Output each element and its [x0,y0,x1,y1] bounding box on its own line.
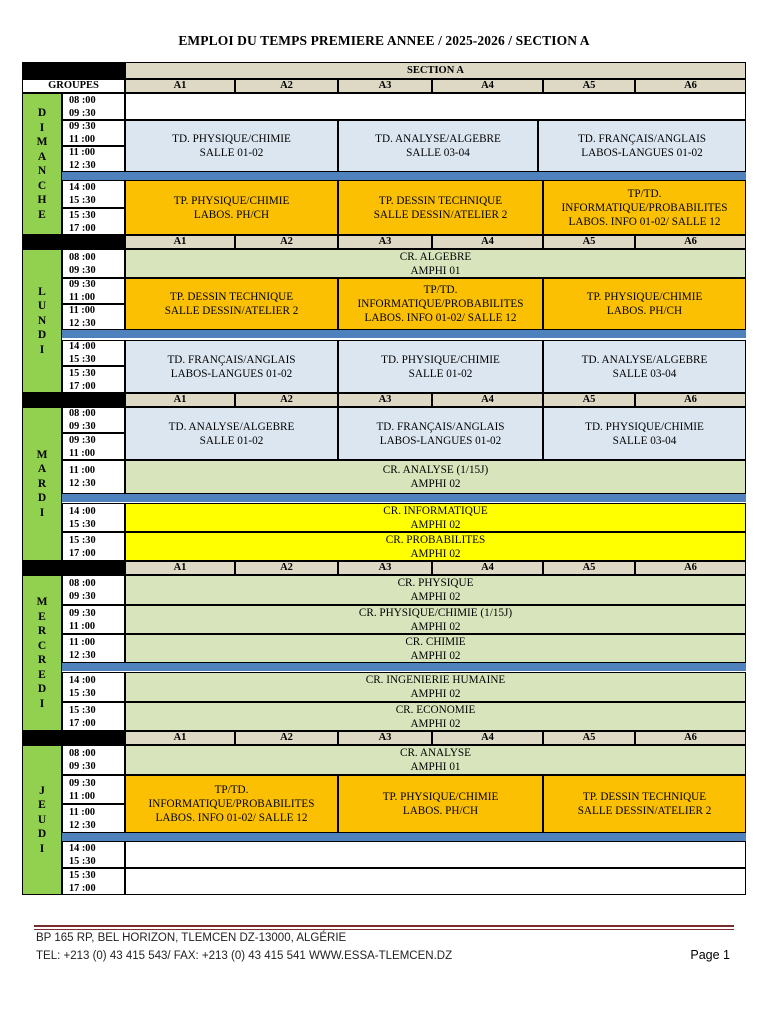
cell-line: LABOS. INFO 01-02/ SALLE 12 [155,812,308,824]
course-cell [543,340,746,393]
time-label: 08 :00 [69,251,96,263]
cell-line: TD. ANALYSE/ALGEBRE [375,133,501,145]
footer-contact: TEL: +213 (0) 43 415 543/ FAX: +213 (0) 43 415 541 WWW.ESSA-TLEMCEN.DZ [36,950,453,962]
time-label: 09 :30 [69,777,96,789]
time-label: 15 :30 [69,855,96,867]
course-cell [125,278,338,330]
time-label: 09 :30 [69,607,96,619]
group-header: A2 [235,235,338,249]
day-letter: D [37,329,47,342]
time-label: 15 :30 [69,704,96,716]
group-header: A6 [635,393,746,407]
day-letter: N [37,165,47,177]
time-label: 15 :30 [69,367,96,379]
time-slot [62,775,125,804]
cell-line: TP. DESSIN TECHNIQUE [582,791,707,803]
time-slot [62,146,125,172]
course-cell [125,180,338,235]
time-label: 15 :30 [69,195,96,206]
day-letter: N [37,314,47,327]
time-label: 12 :30 [69,819,96,831]
cell-line: INFORMATIQUE/PROBABILITES [561,201,728,214]
day-label [22,745,62,895]
day-letter: J [39,784,45,797]
groupes-header: GROUPES [22,79,125,93]
time-label: 11 :00 [69,147,96,158]
time-label: 14 :00 [69,842,96,854]
lunch-separator [62,663,746,671]
time-label: 08 :00 [69,94,96,106]
group-header: A6 [635,235,746,249]
day-letter: R [37,654,47,666]
course-cell [125,503,746,532]
time-label: 11 :00 [69,292,96,303]
course-cell [125,340,338,393]
day-letter: E [38,610,46,623]
course-cell [125,634,746,663]
time-label: 09 :30 [69,121,96,132]
time-slot [62,304,125,330]
day-letter: A [37,463,47,476]
time-label: 12 :30 [69,318,96,329]
group-header: A3 [338,393,432,407]
cell-line: TD. FRANÇAIS/ANGLAIS [376,420,505,433]
cell-line: LABOS-LANGUES 01-02 [379,434,502,447]
day-letter: M [36,136,48,148]
day-letter: I [39,697,45,710]
group-header: A6 [635,79,746,93]
day-letter: M [36,448,48,461]
time-label: 11 :00 [69,305,96,316]
day-letter: H [37,194,47,206]
course-cell [543,407,746,460]
cell-line: TD. ANALYSE/ALGEBRE [581,353,708,366]
day-letter: M [36,596,48,608]
time-slot [62,407,125,433]
time-label: 08 :00 [69,748,96,759]
time-slot [62,366,125,393]
day-label [22,249,62,393]
day-letter: E [38,208,46,221]
footer-divider [34,925,734,927]
time-label: 11 :00 [69,465,96,476]
time-label: 09 :30 [69,761,96,772]
time-label: 12 :30 [69,160,96,171]
cell-line: LABOS. PH/CH [193,208,270,221]
time-slot [62,460,125,494]
lunch-separator [62,494,746,502]
cell-line: INFORMATIQUE/PROBABILITES [357,298,524,310]
cell-line: SALLE DESSIN/ATELIER 2 [373,208,508,221]
course-cell [543,278,746,330]
time-label: 14 :00 [69,182,96,193]
header-bar [22,235,125,249]
day-letter: I [39,343,45,356]
cell-line: AMPHI 02 [410,688,461,700]
cell-line: INFORMATIQUE/PROBABILITES [148,798,315,810]
time-slot [62,634,125,663]
cell-line: TD. PHYSIQUE/CHIMIE [585,420,704,433]
cell-line: LABOS. PH/CH [402,805,479,817]
time-label: 09 :30 [69,591,96,602]
course-cell [543,775,746,833]
time-label: 11 :00 [69,134,96,145]
time-label: 09 :30 [69,434,96,446]
group-header: A5 [543,79,635,93]
cell-line: TP. PHYSIQUE/CHIMIE [173,194,290,207]
time-label: 09 :30 [69,279,96,290]
empty-cell [125,93,746,120]
group-header: A1 [125,731,235,745]
group-header: A1 [125,393,235,407]
time-label: 11 :00 [69,620,96,632]
time-label: 09 :30 [69,264,96,276]
cell-line: LABOS. INFO 01-02/ SALLE 12 [364,312,517,324]
time-label: 09 :30 [69,107,96,119]
cell-line: SALLE 03-04 [406,147,470,159]
cell-line: CR. CHIMIE [405,635,466,648]
day-label [22,93,62,235]
day-letter: D [37,107,47,119]
cell-line: AMPHI 02 [410,591,461,603]
course-cell [125,407,338,460]
time-label: 14 :00 [69,341,96,352]
group-header: A6 [635,561,746,575]
cell-line: AMPHI 02 [410,478,461,490]
cell-line: CR. PHYSIQUE [397,577,474,589]
cell-line: TP/TD. [423,284,458,296]
course-cell [125,532,746,561]
course-cell [338,407,543,460]
cell-line: TP. PHYSIQUE/CHIMIE [586,291,703,303]
time-label: 11 :00 [69,636,96,648]
cell-line: CR. ANALYSE [400,747,471,759]
time-label: 17 :00 [69,380,96,392]
cell-line: TD. FRANÇAIS/ANGLAIS [167,353,296,366]
day-letter: D [37,492,47,505]
time-label: 15 :30 [69,688,96,699]
time-slot [62,804,125,833]
time-label: 11 :00 [69,447,96,459]
group-header: A2 [235,393,338,407]
cell-line: AMPHI 01 [410,264,461,277]
footer-divider-thin [34,929,734,930]
cell-line: TD. ANALYSE/ALGEBRE [168,420,295,433]
cell-line: SALLE 03-04 [612,367,677,380]
time-label: 09 :30 [69,421,96,432]
time-slot [62,278,125,304]
header-bar [22,731,125,745]
day-letter: E [38,799,46,812]
time-slot [62,503,125,532]
cell-line: CR. ALGEBRE [399,250,472,263]
cell-line: CR. ECONOMIE [395,703,476,716]
time-slot [62,340,125,366]
cell-line: AMPHI 02 [410,649,461,662]
day-letter: U [37,813,47,826]
time-slot [62,532,125,561]
header-bar [22,62,125,79]
day-letter: R [37,625,47,637]
time-slot [62,208,125,235]
cell-line: AMPHI 01 [410,761,461,773]
group-header: A3 [338,235,432,249]
course-cell [125,605,746,634]
day-letter: L [38,285,46,298]
group-header: A2 [235,561,338,575]
time-slot [62,605,125,634]
cell-line: AMPHI 02 [410,547,461,560]
group-header: A4 [432,561,543,575]
lunch-separator [62,172,746,180]
day-letter: C [37,179,47,192]
course-cell [125,120,338,172]
time-slot [62,575,125,605]
group-header: A1 [125,79,235,93]
course-cell [538,120,746,172]
time-label: 17 :00 [69,222,96,234]
cell-line: TP. DESSIN TECHNIQUE [378,194,503,207]
empty-cell [125,841,746,868]
cell-line: AMPHI 02 [410,620,461,633]
group-header: A3 [338,731,432,745]
time-slot [62,672,125,702]
cell-line: AMPHI 02 [410,717,461,730]
group-header: A5 [543,393,635,407]
time-slot [62,841,125,868]
page-title: EMPLOI DU TEMPS PREMIERE ANNEE / 2025-2026 / SECTION A [178,33,590,48]
header-bar [22,393,125,407]
cell-line: TP/TD. [627,187,662,200]
course-cell [338,775,543,833]
cell-line: TD. FRANÇAIS/ANGLAIS [577,133,707,145]
day-letter: R [37,477,47,490]
cell-line: AMPHI 02 [410,518,461,531]
cell-line: CR. PHYSIQUE/CHIMIE (1/15J) [358,606,513,619]
course-cell [338,278,543,330]
time-label: 15 :30 [69,534,96,546]
time-label: 17 :00 [69,547,96,559]
time-slot [62,180,125,208]
course-cell [125,775,338,833]
time-label: 17 :00 [69,882,96,894]
cell-line: LABOS. PH/CH [606,305,683,317]
time-label: 17 :00 [69,717,96,729]
cell-line: LABOS-LANGUES 01-02 [581,147,703,159]
time-slot [62,868,125,895]
day-letter: D [37,683,47,695]
cell-line: CR. INFORMATIQUE [383,504,488,517]
time-label: 14 :00 [69,675,96,686]
group-header: A5 [543,235,635,249]
cell-line: SALLE 03-04 [612,434,677,447]
day-letter: I [39,842,45,855]
cell-line: LABOS-LANGUES 01-02 [170,367,293,380]
group-header: A4 [432,235,543,249]
course-cell [338,340,543,393]
course-cell [125,460,746,494]
time-slot [62,433,125,460]
cell-line: TD. PHYSIQUE/CHIMIE [172,133,291,145]
day-letter: I [39,121,45,134]
course-cell [125,745,746,775]
group-header: A4 [432,731,543,745]
time-slot [62,745,125,775]
time-slot [62,249,125,278]
footer-address: BP 165 RP, BEL HORIZON, TLEMCEN DZ-13000, ALGÉRIE [36,932,347,944]
day-letter: I [39,506,45,519]
time-slot [62,702,125,731]
day-letter: C [37,639,47,652]
empty-cell [125,868,746,895]
time-label: 11 :00 [69,806,96,818]
course-cell [338,180,543,235]
course-cell [338,120,538,172]
day-letter: D [37,828,47,841]
group-header: A4 [432,393,543,407]
day-letter: U [37,300,47,313]
day-letter: E [38,668,46,681]
course-cell [125,702,746,731]
cell-line: SALLE 01-02 [199,147,264,159]
cell-line: SALLE DESSIN/ATELIER 2 [164,305,299,317]
lunch-separator [62,833,746,841]
course-cell [125,575,746,605]
group-header: A5 [543,561,635,575]
cell-line: CR. PROBABILITES [385,533,486,546]
course-cell [543,180,746,235]
group-header: A5 [543,731,635,745]
day-label [22,575,62,731]
group-header: A1 [125,561,235,575]
cell-line: TP. DESSIN TECHNIQUE [169,291,294,303]
time-label: 15 :30 [69,354,96,365]
cell-line: CR. INGENIERIE HUMAINE [365,674,506,686]
time-label: 11 :00 [69,790,96,802]
cell-line: CR. ANALYSE (1/15J) [382,464,489,476]
cell-line: SALLE DESSIN/ATELIER 2 [577,805,712,817]
time-label: 14 :00 [69,505,96,517]
lunch-separator [62,330,746,338]
section-header: SECTION A [125,62,746,79]
group-header: A2 [235,731,338,745]
time-slot [62,93,125,120]
cell-line: SALLE 01-02 [199,434,264,447]
group-header: A2 [235,79,338,93]
time-label: 12 :30 [69,649,96,661]
day-letter: A [37,150,47,163]
day-label [22,407,62,561]
course-cell [125,672,746,702]
cell-line: TP/TD. [214,784,249,796]
time-label: 15 :30 [69,518,96,530]
group-header: A3 [338,561,432,575]
cell-line: LABOS. INFO 01-02/ SALLE 12 [568,215,721,228]
group-header: A4 [432,79,543,93]
cell-line: TD. PHYSIQUE/CHIMIE [381,353,500,366]
time-slot [62,120,125,146]
time-label: 08 :00 [69,578,96,589]
cell-line: TP. PHYSIQUE/CHIMIE [382,791,499,803]
page-number: Page 1 [690,948,730,962]
time-label: 15 :30 [69,869,96,881]
cell-line: SALLE 01-02 [408,367,473,380]
group-header: A1 [125,235,235,249]
header-bar [22,561,125,575]
group-header: A6 [635,731,746,745]
time-label: 15 :30 [69,209,96,221]
group-header: A3 [338,79,432,93]
time-label: 12 :30 [69,478,96,489]
time-label: 08 :00 [69,408,96,419]
course-cell [125,249,746,278]
